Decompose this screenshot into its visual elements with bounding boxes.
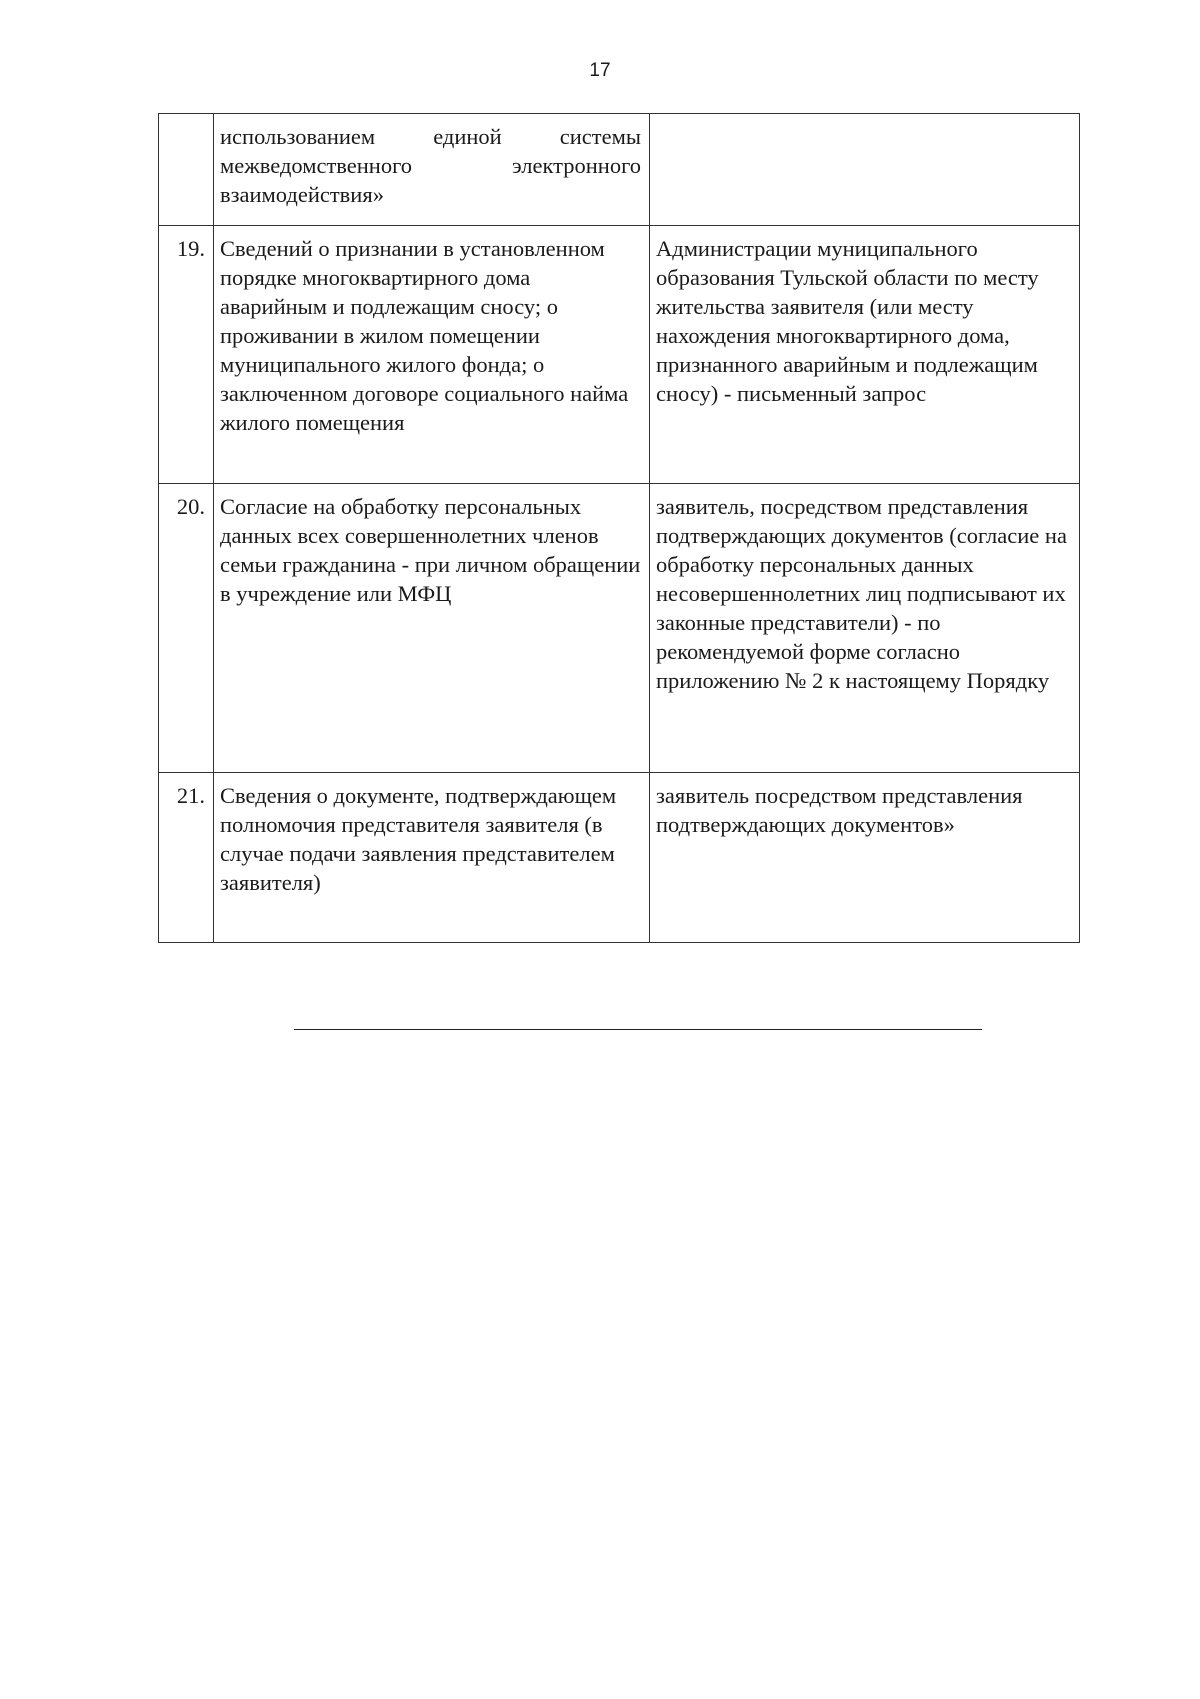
table-row (159, 773, 1080, 943)
end-of-document-rule (294, 1029, 982, 1030)
row-number (159, 114, 214, 226)
row-source: заявитель, посредством представления подтверждающих документов (согласие на обработку персональных данных несовершеннолетних лиц подписывают их законные представители) - по рекомендуемой форме согласно приложению № 2 к настоящему Порядку (650, 484, 1080, 773)
table-row (159, 226, 1080, 484)
row-number: 21. (159, 773, 214, 943)
row-description (214, 114, 650, 226)
row-number: 19. (159, 226, 214, 484)
row-source (650, 114, 1080, 226)
table-row (159, 484, 1080, 773)
row-description: Сведения о документе, подтверждающем полномочия представителя заявителя (в случае подачи заявления представителем заявителя) (214, 773, 650, 943)
row-source: Администрации муниципального образования Тульской области по месту жительства заявителя (или месту нахождения многоквартирного дома, признанного аварийным и подлежащим сносу) - письменный запрос (650, 226, 1080, 484)
row-description: Сведений о признании в установленном порядке многоквартирного дома аварийным и подлежащим сносу; о проживании в жилом помещении муниципального жилого фонда; о заключенном договоре социального найма жилого помещения (214, 226, 650, 484)
line: взаимодействия» (220, 182, 384, 207)
document-table (158, 113, 1080, 943)
row-description: Согласие на обработку персональных данных всех совершеннолетних членов семьи гражданина - при личном обращении в учреждение или МФЦ (214, 484, 650, 773)
page-number: 17 (589, 60, 611, 81)
row-source: заявитель посредством представления подтверждающих документов» (650, 773, 1080, 943)
justified-line: межведомственного электронного (220, 153, 641, 178)
table-row-continuation (159, 114, 1080, 226)
row-number: 20. (159, 484, 214, 773)
justified-line: использованием единой системы (220, 124, 641, 149)
